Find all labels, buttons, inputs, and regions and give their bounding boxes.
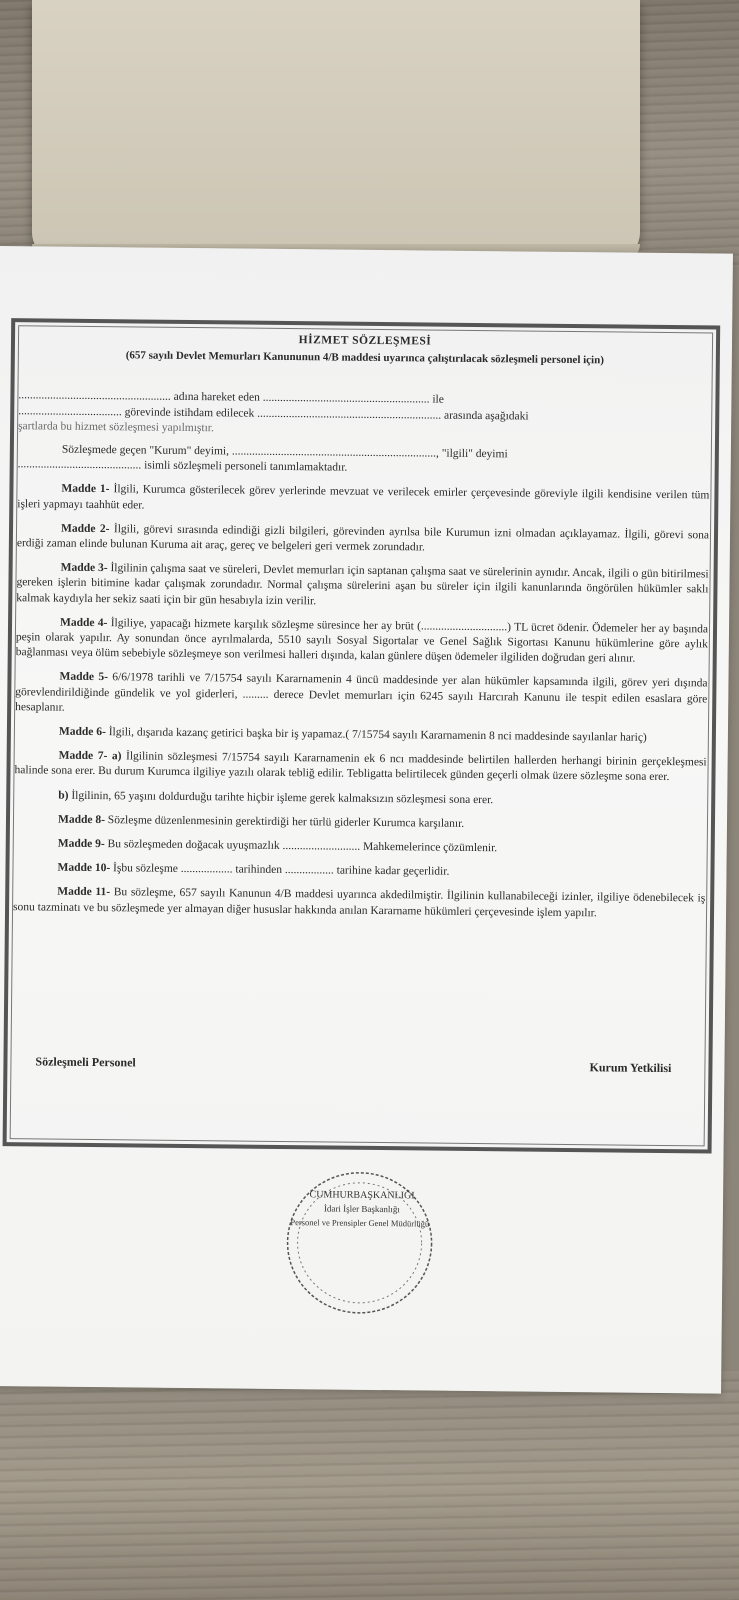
article-3: Madde 3- İlgilinin çalışma saat ve süreleri, Devlet memurları için saptanan çalışma saat ve sürelerinin aynıdır. Ancak, ilgili o gün bitirilmesi gereken işlerin bitimine kadar çalışmak zorundadır. Normal çalışma sürelerini aşan bu süreler için ilgili kanunlarında öngörülen hükümler saklı kalmak kaydıyla her sekiz saati için bir gün hesabıyla izin verilir. bbox=[16, 561, 709, 607]
document-subtitle: (657 sayılı Devlet Memurları Kanununun 4/B maddesi uyarınca çalıştırılacak sözleşmeli personel için) bbox=[125, 349, 604, 367]
article-9: Madde 9- Bu sözleşmeden doğacak uyuşmazlık ........................... Mahkemelerince çözümlenir. bbox=[57, 837, 498, 855]
signature-personnel: Sözleşmeli Personel bbox=[35, 1054, 136, 1070]
article-5: Madde 5- 6/6/1978 tarihli ve 7/15754 sayılı Kararnamenin 4 üncü maddesinde yer alan hükümler kapsamında ilgili, görev yeri dışında görevlendirildiğinde gündelik ve yol giderleri, ......... derece Devlet memurları için 6245 sayılı Harcırah Kanunu ile tespit edilen esaslara göre hesaplanır. bbox=[15, 671, 708, 714]
article-8: Madde 8- Sözleşme düzenlenmesinin gerektirdiği her türlü giderler Kurumca karşılanır. bbox=[57, 813, 465, 830]
stamp-line-2: İdari İşler Başkanlığı bbox=[323, 1203, 400, 1215]
article-6: Madde 6- İlgili, dışarıda kazanç getirici başka bir iş yapamaz.( 7/15754 sayılı Kararnamenin 8 nci maddesinde sayılanlar hariç) bbox=[58, 725, 647, 744]
article-2: Madde 2- İlgili, görevi sırasında edindiği gizli bilgileri, görevinden ayrılsa bile Kurumun izni olmadan açıklayamaz. İlgili, görevi sona erdiği zaman elinde bulunan Kuruma ait araç, gereç ve belgeleri geri vermek zorundadır. bbox=[16, 522, 710, 554]
article-1: Madde 1- İlgili, Kurumca gösterilecek görev yerlerinde mevzuat ve verilecek emirler çerçevesinde göreviyle ilgili kendisine verilen tüm işleri yapmayı taahhüt eder. bbox=[17, 483, 710, 512]
preamble-line: Sözleşmede geçen "Kurum" deyimi, ......................................................................., "ilgili" deyimi bbox=[61, 443, 508, 461]
preamble-line: .................................... görevinde istihdam edilecek ................................................................ arasında aşağıdaki bbox=[18, 404, 529, 423]
preamble bbox=[18, 389, 711, 480]
stamp-line-1: CUMHURBAŞKANLIĞI bbox=[309, 1189, 415, 1202]
article-11: Madde 11- Bu sözleşme, 657 sayılı Kanunun 4/B maddesi uyarınca akdedilmiştir. İlgilinin kullanabileceği izinler, ilgiliye ödenebilecek iş sonu tazminatı ve bu sözleşmede yer almayan diğer hususlar hakkında anılan Kararname hükümleri çerçevesinde işlem yapılır. bbox=[13, 886, 706, 919]
signature-institution: Kurum Yetkilisi bbox=[589, 1060, 672, 1076]
contract-body bbox=[13, 326, 711, 922]
document-title: HİZMET SÖZLEŞMESİ bbox=[298, 334, 432, 348]
preamble-line: ........................................... isimli sözleşmeli personeli tanımlamaktadır. bbox=[17, 458, 348, 474]
article-10: Madde 10- İşbu sözleşme .................. tarihinden ................. tarihine kadar geçerlidir. bbox=[57, 861, 450, 879]
tray-object bbox=[32, 0, 640, 262]
article-7b: b) İlgilinin, 65 yaşını doldurduğu tarihte hiçbir işleme gerek kalmaksızın sözleşmesi sona erer. bbox=[58, 789, 494, 806]
article-7a: Madde 7- a) İlgilinin sözleşmesi 7/15754 sayılı Kararnamenin ek 6 ncı maddesinde belirtilen hallerden herhangi birinin gerçekleşmesi halinde sona erer. Bu durum Kurumca ilgiliye yazılı olarak tebliğ edilir. Tebligatta belirtilecek günden geçerli olmak üzere sözleşme sona erer. bbox=[14, 749, 707, 784]
stamp-line-3: Personel ve Prensipler Genel Müdürlüğü bbox=[290, 1217, 430, 1229]
table-surface-bottom bbox=[0, 1370, 739, 1600]
preamble-line: şartlarda bu hizmet sözleşmesi yapılmıştır. bbox=[18, 420, 214, 435]
official-stamp bbox=[259, 1167, 471, 1319]
preamble-line: ..................................................... adına hareket eden .......................................................... ile bbox=[18, 389, 444, 407]
document-sheet bbox=[0, 246, 733, 1394]
article-4: Madde 4- İlgiliye, yapacağı hizmete karşılık sözleşme süresince her ay brüt (..............................) TL ücret ödenir. Ödemeler her ay başında peşin olarak yapılır. Ay sonundan önce ayrılmalarda, 5510 sayılı Sosyal Sigortalar ve Genel Sağlık Sigortası Kanunu hükümlerine göre aylık bağlanması veya ölüm sebebiyle sözleşmeye son verilmesi halleri dışında, kalan günlere düşen ödemeler ilgiliden doğrudan geri alınır. bbox=[15, 616, 709, 665]
